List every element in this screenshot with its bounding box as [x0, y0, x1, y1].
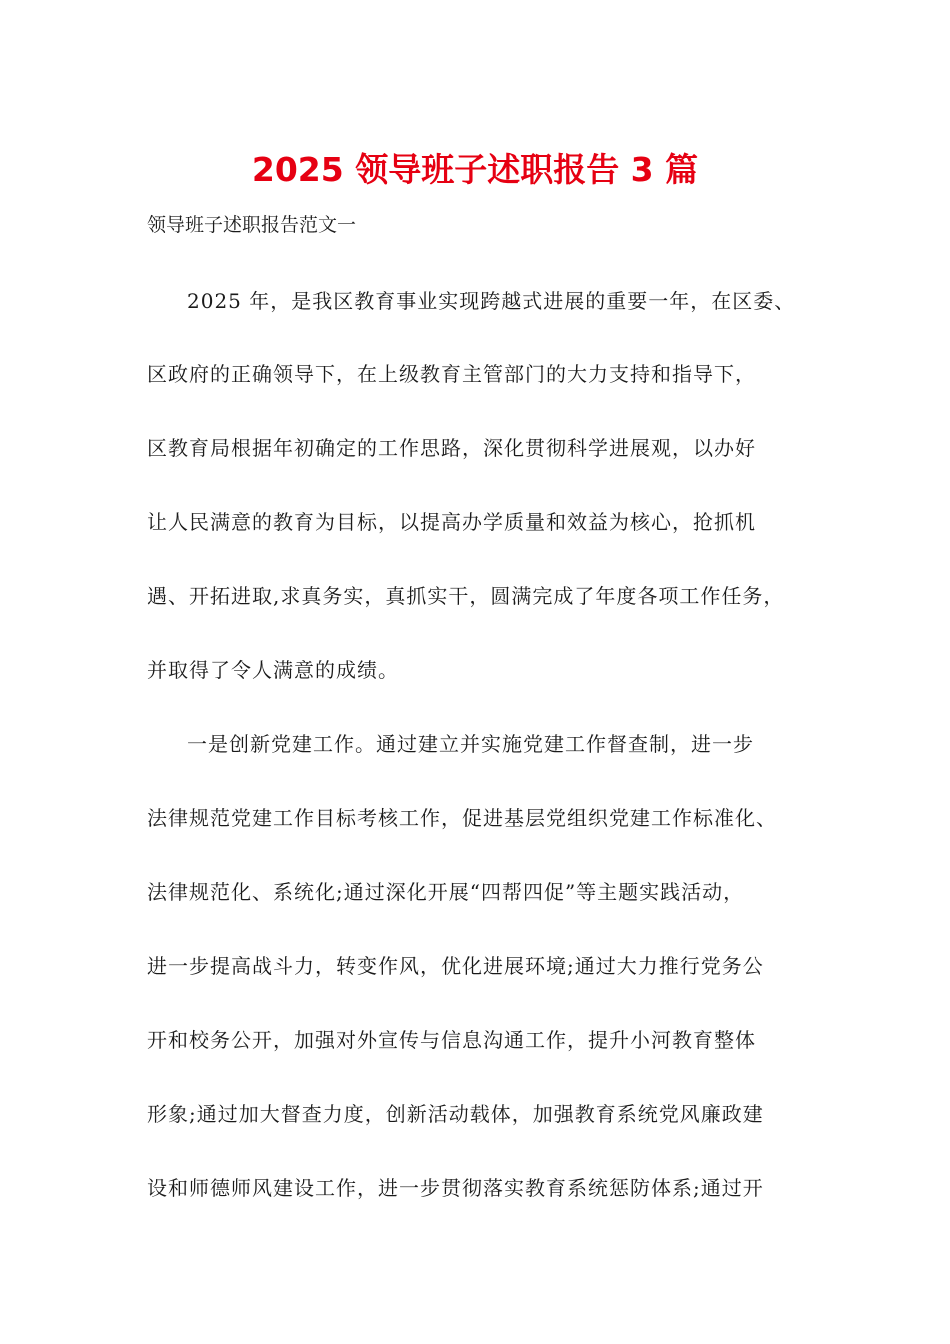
text-line: 区教育局根据年初确定的工作思路，深化贯彻科学进展观，以办好	[147, 436, 756, 460]
text-line: 让人民满意的教育为目标，以提高办学质量和效益为核心，抢抓机	[147, 510, 756, 534]
text-line: 设和师德师风建设工作，进一步贯彻落实教育系统惩防体系;通过开	[147, 1176, 764, 1200]
text-line: 开和校务公开，加强对外宣传与信息沟通工作，提升小河教育整体	[147, 1028, 756, 1052]
text-line: 遇、开拓进取,求真务实，真抓实干，圆满完成了年度各项工作任务，	[147, 584, 785, 608]
text-line: 进一步提高战斗力，转变作风，优化进展环境;通过大力推行党务公	[147, 954, 764, 978]
text-line: 区政府的正确领导下，在上级教育主管部门的大力支持和指导下，	[147, 362, 756, 386]
document-subtitle: 领导班子述职报告范文一	[147, 214, 357, 236]
text-line: 形象;通过加大督查力度，创新活动载体，加强教育系统党风廉政建	[147, 1102, 764, 1126]
text-line: 一是创新党建工作。通过建立并实施党建工作督查制，进一步	[187, 732, 754, 756]
document-title: 2025 领导班子述职报告 3 篇	[251, 150, 699, 189]
text-line: 2025 年，是我区教育事业实现跨越式进展的重要一年，在区委、	[187, 289, 796, 313]
text-line: 法律规范化、系统化;通过深化开展“四帮四促”等主题实践活动，	[147, 880, 745, 904]
text-line: 并取得了令人满意的成绩。	[147, 658, 399, 682]
text-line: 法律规范党建工作目标考核工作，促进基层党组织党建工作标准化、	[147, 806, 777, 830]
